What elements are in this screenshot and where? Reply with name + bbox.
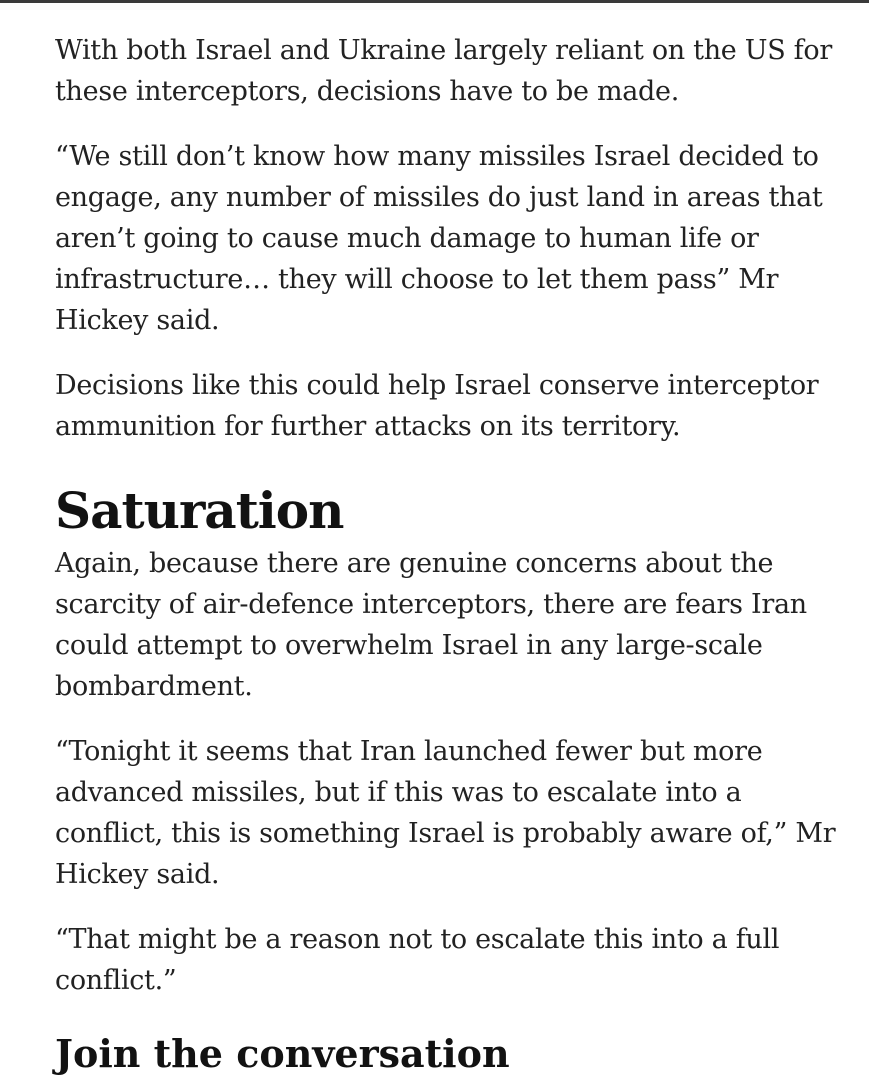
paragraph-hickey-quote-engage: “We still don’t know how many missiles Israel decided to engage, any number of missiles do just land in areas that aren’t going to cause much damage to human life or infrastructure… they will choose to let them pass” Mr Hickey said. bbox=[55, 141, 823, 336]
section-heading-saturation: Saturation bbox=[55, 481, 344, 540]
paragraph-overwhelm-israel: Again, because there are genuine concerns about the scarcity of air-defence interceptors, there are fears Iran could attempt to overwhelm Israel in any large-scale bombardment. bbox=[55, 548, 807, 702]
paragraph-escalation-quote: “That might be a reason not to escalate this into a full conflict.” bbox=[55, 924, 780, 996]
article-body bbox=[55, 30, 845, 1077]
top-divider bbox=[0, 0, 869, 3]
paragraph-conserve-ammunition: Decisions like this could help Israel conserve interceptor ammunition for further attacks on its territory. bbox=[55, 370, 819, 442]
paragraph-interceptors-reliance: With both Israel and Ukraine largely reliant on the US for these interceptors, decisions have to be made. bbox=[55, 35, 832, 107]
paragraph-hickey-quote-tonight: “Tonight it seems that Iran launched fewer but more advanced missiles, but if this was to escalate into a conflict, this is something Israel is probably aware of,” Mr Hickey said. bbox=[55, 736, 836, 890]
section-heading-next-partial: Join the conversation bbox=[55, 1031, 510, 1076]
